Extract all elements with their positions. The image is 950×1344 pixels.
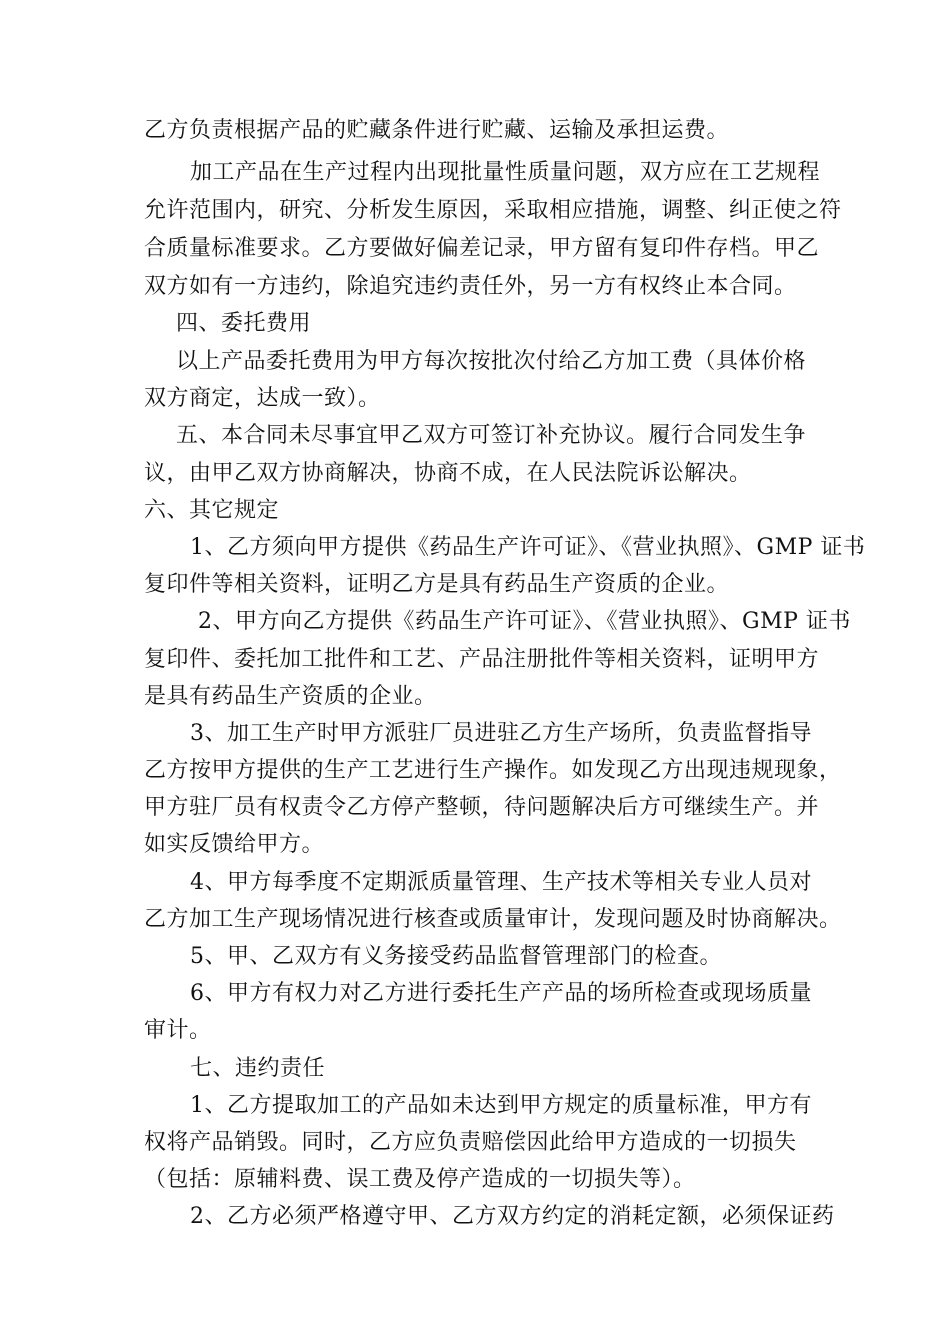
text-line: 2、乙方必须严格遵守甲、乙方双方约定的消耗定额，必须保证药 (190, 1204, 835, 1229)
text-line: 3、加工生产时甲方派驻厂员进驻乙方生产场所，负责监督指导 (190, 721, 812, 746)
text-line: 双方商定，达成一致）。 (144, 386, 381, 411)
text-line: 6、甲方有权力对乙方进行委托生产产品的场所检查或现场质量 (190, 981, 812, 1006)
text-line: 议，由甲乙双方协商解决，协商不成，在人民法院诉讼解决。 (144, 461, 752, 486)
section-heading: 四、委托费用 (176, 311, 312, 336)
section-heading: 七、违约责任 (190, 1056, 326, 1081)
text-line: 加工产品在生产过程内出现批量性质量问题，双方应在工艺规程 (190, 160, 821, 185)
text-line: 允许范围内，研究、分析发生原因，采取相应措施，调整、纠正使之符 (144, 198, 842, 223)
text-line: 双方如有一方违约，除追究违约责任外，另一方有权终止本合同。 (144, 274, 797, 299)
text-line: 复印件、委托加工批件和工艺、产品注册批件等相关资料，证明甲方 (144, 647, 820, 672)
text-line: 5、甲、乙双方有义务接受药品监督管理部门的检查。 (190, 944, 722, 969)
text-line: 1、乙方提取加工的产品如未达到甲方规定的质量标准，甲方有 (190, 1093, 812, 1118)
text-line: 如实反馈给甲方。 (144, 832, 325, 857)
text-line: 以上产品委托费用为甲方每次按批次付给乙方加工费（具体价格 (176, 349, 807, 374)
text-line: 审计。 (144, 1018, 212, 1043)
text-line: 2、甲方向乙方提供《药品生产许可证》、《营业执照》、GMP 证书 (198, 609, 851, 634)
text-line: 乙方加工生产现场情况进行核查或质量审计，发现问题及时协商解决。 (144, 907, 842, 932)
text-line: 复印件等相关资料，证明乙方是具有药品生产资质的企业。 (144, 572, 730, 597)
text-line: 1、乙方须向甲方提供《药品生产许可证》、《营业执照》、GMP 证书 (190, 535, 866, 560)
section-heading: 六、其它规定 (144, 498, 280, 523)
text-line: 五、本合同未尽事宜甲乙双方可签订补充协议。履行合同发生争 (176, 423, 807, 448)
text-line: 4、甲方每季度不定期派质量管理、生产技术等相关专业人员对 (190, 870, 812, 895)
text-line: 合质量标准要求。乙方要做好偏差记录，甲方留有复印件存档。甲乙 (144, 236, 820, 261)
text-line: （包括：原辅料费、误工费及停产造成的一切损失等）。 (144, 1167, 696, 1192)
text-line: 权将产品销毁。同时，乙方应负责赔偿因此给甲方造成的一切损失 (144, 1130, 797, 1155)
text-line: 乙方按甲方提供的生产工艺进行生产操作。如发现乙方出现违规现象， (144, 758, 842, 783)
text-line: 乙方负责根据产品的贮藏条件进行贮藏、运输及承担运费。 (144, 118, 730, 143)
text-line: 是具有药品生产资质的企业。 (144, 684, 437, 709)
text-line: 甲方驻厂员有权责令乙方停产整顿，待问题解决后方可继续生产。并 (144, 795, 820, 820)
